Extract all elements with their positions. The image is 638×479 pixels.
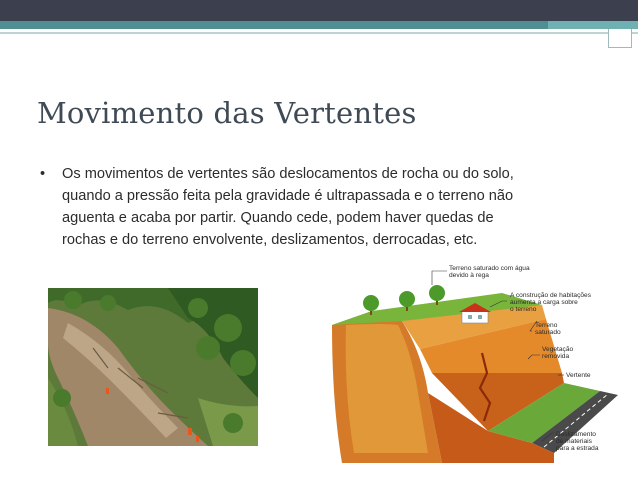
header-band [0, 0, 638, 21]
landslide-diagram [332, 263, 628, 463]
svg-text:saturado: saturado [535, 329, 561, 336]
svg-text:devido à rega: devido à rega [449, 272, 489, 279]
label-terreno-saturado-agua: Terreno saturado com água [449, 265, 530, 272]
accent-stripe [0, 21, 638, 29]
label-deslizamento: Deslizamento [556, 431, 596, 438]
bullet-dot-icon: • [40, 166, 46, 182]
svg-text:aumenta a carga sobre: aumenta a carga sobre [510, 299, 578, 306]
bullet-text: Os movimentos de vertentes são deslocamentos de rocha ou do solo, quando a pressão feita pela gravidade é ultrapassada e o terreno não aguenta e acaba por partir. Quando cede, podem haver quedas de rochas e do terreno envolvente, deslizamentos, derrocadas, etc. [62, 166, 514, 248]
accent-stripe-block [548, 21, 638, 29]
header-divider [0, 32, 638, 34]
svg-text:o terreno: o terreno [510, 306, 537, 313]
landslide-photo [48, 288, 258, 446]
svg-text:de materiais: de materiais [556, 438, 592, 445]
label-construcao: A construção de habitações [510, 292, 592, 299]
corner-tab [608, 29, 632, 48]
label-vegetacao: Vegetação [542, 346, 574, 353]
bullet-item [40, 163, 540, 251]
slide-title: Movimento das Vertentes [37, 96, 417, 130]
svg-text:para a estrada: para a estrada [556, 445, 599, 452]
label-terreno-saturado: Terreno [535, 322, 558, 329]
label-vertente: Vertente [566, 372, 591, 379]
svg-text:removida: removida [542, 353, 570, 360]
